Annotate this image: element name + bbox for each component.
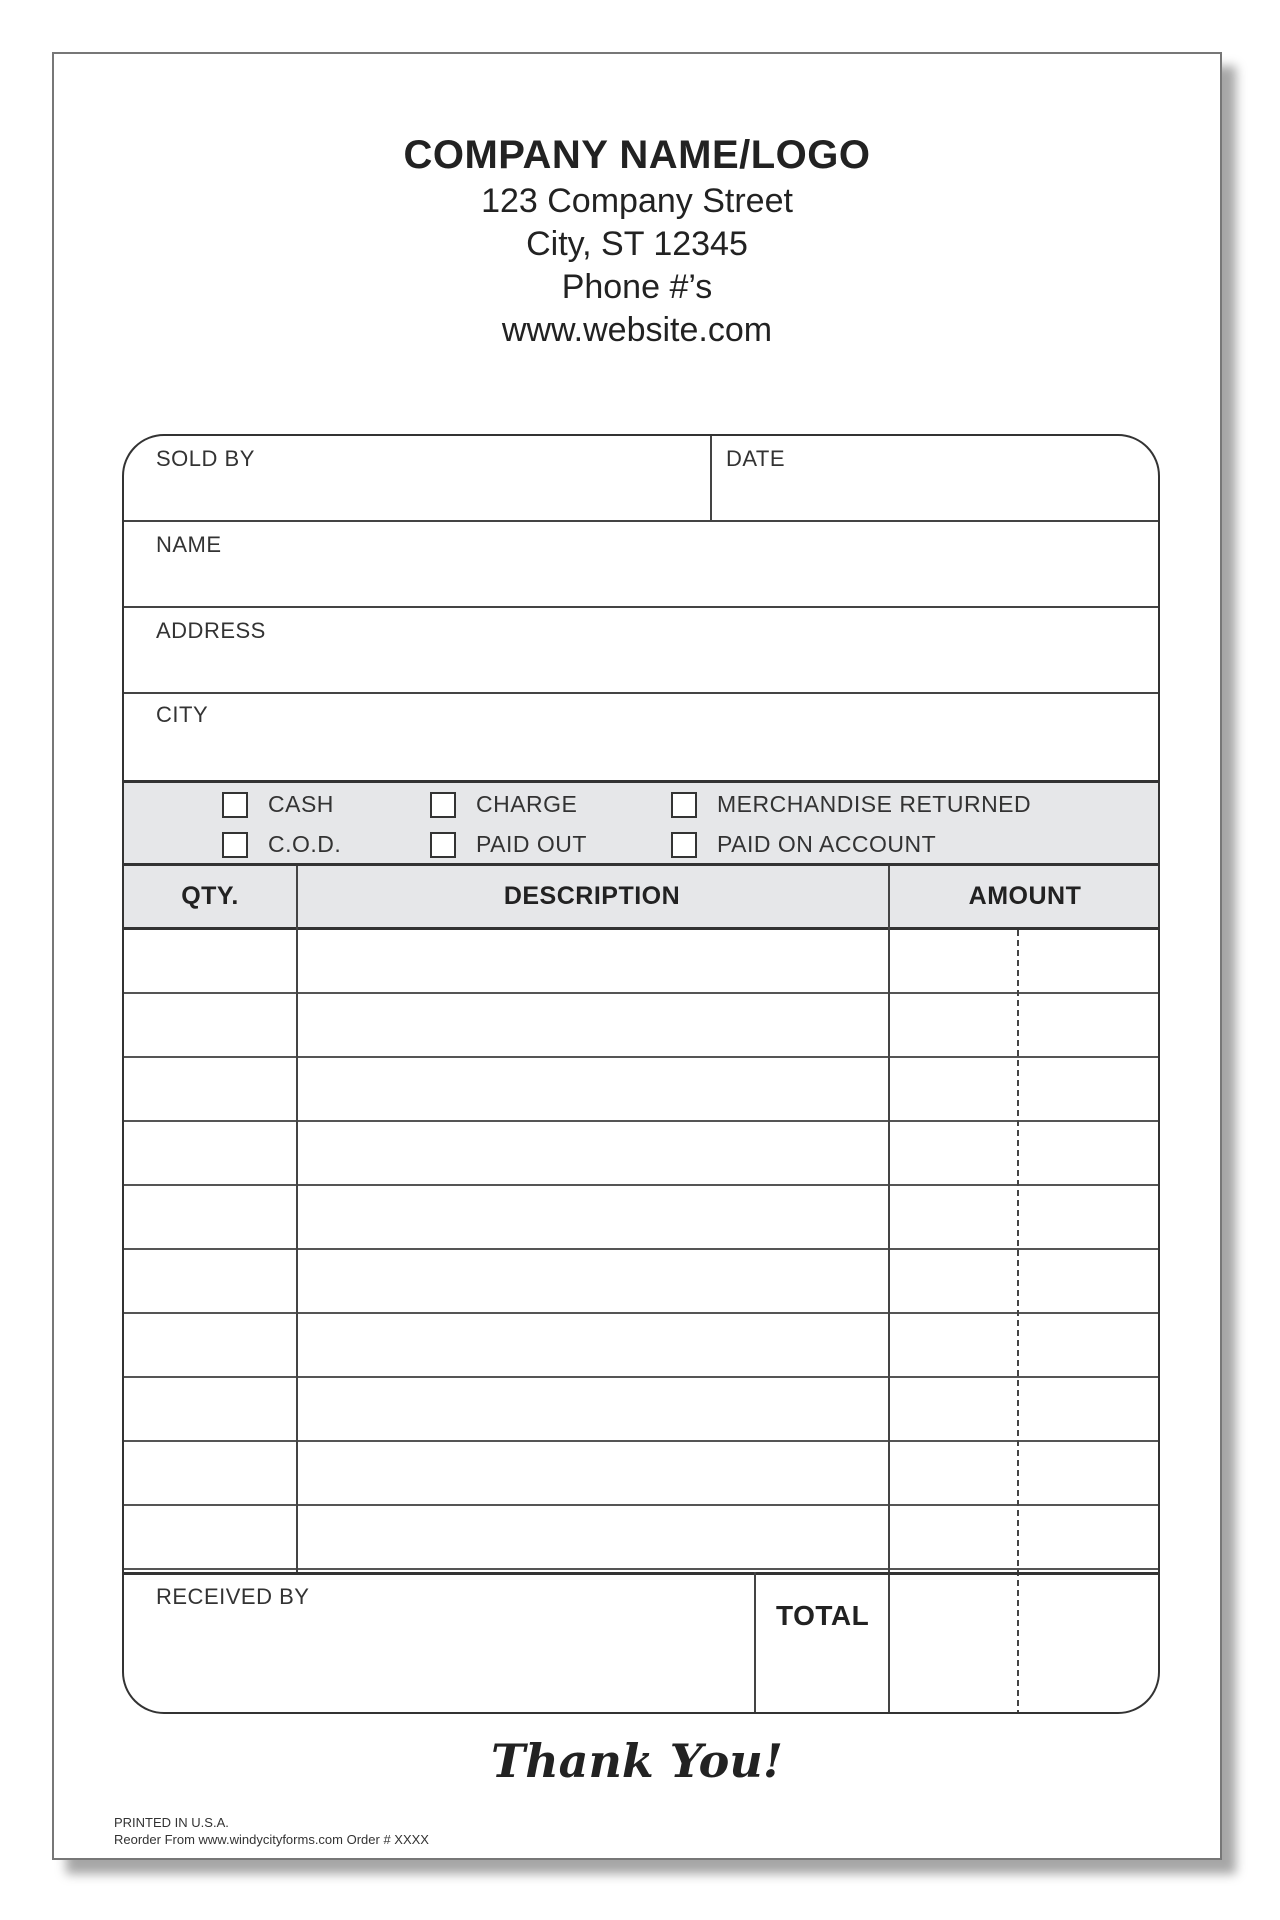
charge-checkbox[interactable] — [430, 792, 456, 818]
company-name: COMPANY NAME/LOGO — [403, 133, 871, 177]
reorder-info: Reorder From www.windycityforms.com Order # XXXX — [114, 1832, 429, 1847]
table-row[interactable] — [124, 1506, 1158, 1570]
order-form — [122, 434, 1160, 1714]
table-row[interactable] — [124, 1442, 1158, 1506]
paid-out-checkbox[interactable] — [430, 832, 456, 858]
paid-on-account-checkbox[interactable] — [671, 832, 697, 858]
merchandise-returned-checkbox[interactable] — [671, 792, 697, 818]
sold-by-date-divider — [710, 436, 712, 520]
option-merchandise-returned[interactable] — [671, 791, 1031, 818]
name-row[interactable] — [124, 522, 1158, 608]
sales-form-sheet — [52, 52, 1222, 1860]
company-city-state: City, ST 12345 — [526, 225, 748, 263]
date-label: DATE — [726, 446, 786, 471]
total-label: TOTAL — [776, 1600, 870, 1631]
cash-label: CASH — [268, 791, 334, 817]
company-header — [54, 130, 1220, 352]
cod-checkbox[interactable] — [222, 832, 248, 858]
amount-column-divider — [888, 866, 890, 1714]
bottom-divider — [124, 1572, 1158, 1575]
amount-header: AMOUNT — [968, 882, 1082, 910]
thank-you-text: Thank You! — [491, 1734, 783, 1788]
table-row[interactable] — [124, 930, 1158, 994]
payment-options — [124, 780, 1158, 866]
paid-on-account-label: PAID ON ACCOUNT — [717, 831, 937, 857]
description-header: DESCRIPTION — [503, 882, 681, 910]
company-phone: Phone #’s — [561, 268, 713, 306]
printed-in-usa: PRINTED IN U.S.A. — [114, 1815, 229, 1830]
qty-column-divider — [296, 866, 298, 1572]
charge-label: CHARGE — [476, 791, 578, 817]
table-row[interactable] — [124, 1186, 1158, 1250]
cod-label: C.O.D. — [268, 831, 342, 857]
cash-checkbox[interactable] — [222, 792, 248, 818]
table-row[interactable] — [124, 994, 1158, 1058]
merchandise-returned-label: MERCHANDISE RETURNED — [717, 791, 1032, 817]
table-row[interactable] — [124, 1250, 1158, 1314]
address-row[interactable] — [124, 608, 1158, 694]
city-label: CITY — [156, 702, 209, 727]
option-paid-on-account[interactable] — [671, 831, 936, 858]
print-footer — [114, 1814, 429, 1848]
city-row[interactable] — [124, 694, 1158, 780]
table-row[interactable] — [124, 1058, 1158, 1122]
cents-divider — [1017, 930, 1019, 1714]
received-by-label: RECEIVED BY — [156, 1584, 310, 1609]
qty-header: QTY. — [181, 882, 239, 910]
items-table-header — [124, 866, 1158, 930]
company-street: 123 Company Street — [481, 182, 793, 220]
option-cod[interactable] — [222, 831, 341, 858]
sold-by-label: SOLD BY — [156, 446, 255, 471]
table-row[interactable] — [124, 1314, 1158, 1378]
total-divider — [754, 1572, 756, 1714]
address-label: ADDRESS — [156, 618, 266, 643]
sold-by-date-row — [124, 436, 1158, 522]
paid-out-label: PAID OUT — [476, 831, 587, 857]
company-website: www.website.com — [501, 311, 773, 349]
option-charge[interactable] — [430, 791, 577, 818]
option-cash[interactable] — [222, 791, 334, 818]
name-label: NAME — [156, 532, 222, 557]
option-paid-out[interactable] — [430, 831, 587, 858]
table-row[interactable] — [124, 1122, 1158, 1186]
table-row[interactable] — [124, 1378, 1158, 1442]
